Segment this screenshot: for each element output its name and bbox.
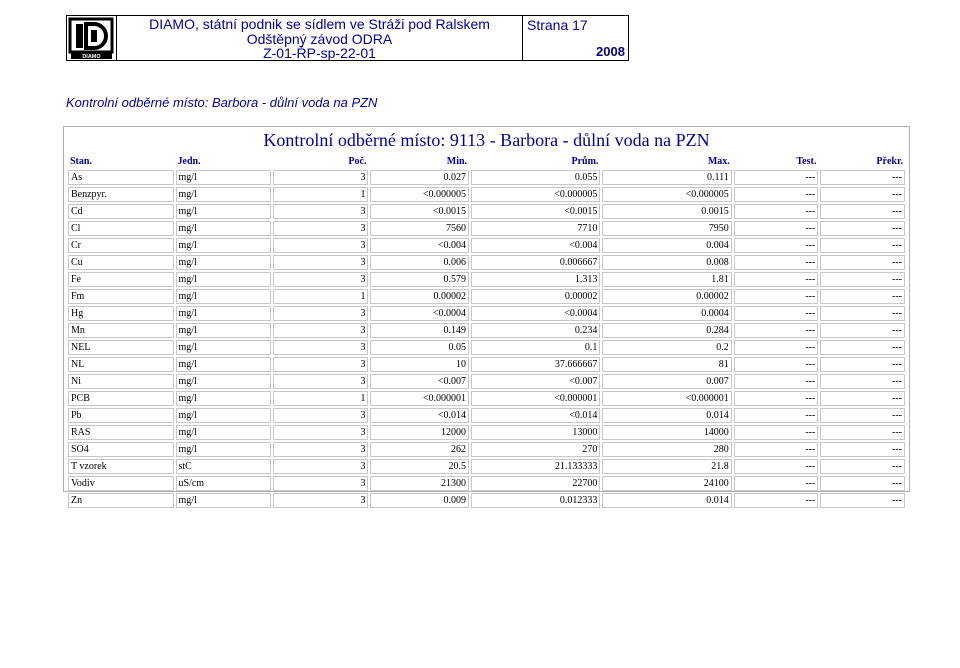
- cell-prum: 0.055: [471, 170, 600, 185]
- table-row: [68, 357, 905, 372]
- cell-test: ---: [734, 255, 819, 270]
- cell-poc: 3: [273, 170, 368, 185]
- cell-jedn: mg/l: [176, 408, 272, 423]
- cell-prekr: ---: [820, 425, 905, 440]
- cell-prum: 37.666667: [471, 357, 600, 372]
- cell-poc: 3: [273, 493, 368, 508]
- cell-test: ---: [734, 357, 819, 372]
- cell-stan: Cr: [68, 238, 174, 253]
- cell-max: 14000: [602, 425, 731, 440]
- table-row: [68, 408, 905, 423]
- cell-stan: Mn: [68, 323, 174, 338]
- cell-test: ---: [734, 221, 819, 236]
- table-row: [68, 238, 905, 253]
- cell-prum: 21.133333: [471, 459, 600, 474]
- cell-poc: 3: [273, 476, 368, 491]
- cell-test: ---: [734, 374, 819, 389]
- cell-poc: 3: [273, 408, 368, 423]
- cell-prekr: ---: [820, 204, 905, 219]
- cell-prekr: ---: [820, 255, 905, 270]
- cell-jedn: mg/l: [176, 323, 272, 338]
- cell-min: 262: [370, 442, 469, 457]
- document-header: [66, 15, 629, 61]
- table-row: [68, 459, 905, 474]
- cell-jedn: mg/l: [176, 255, 272, 270]
- page-number: Strana 17: [527, 17, 588, 33]
- cell-jedn: mg/l: [176, 204, 272, 219]
- table-row: [68, 255, 905, 270]
- cell-jedn: mg/l: [176, 357, 272, 372]
- cell-prum: 22700: [471, 476, 600, 491]
- cell-max: 0.007: [602, 374, 731, 389]
- cell-poc: 1: [273, 187, 368, 202]
- cell-prekr: ---: [820, 476, 905, 491]
- cell-poc: 3: [273, 221, 368, 236]
- cell-prum: 270: [471, 442, 600, 457]
- cell-prekr: ---: [820, 272, 905, 287]
- cell-prum: 0.234: [471, 323, 600, 338]
- cell-poc: 1: [273, 289, 368, 304]
- cell-test: ---: [734, 323, 819, 338]
- cell-max: 280: [602, 442, 731, 457]
- cell-poc: 3: [273, 238, 368, 253]
- cell-prum: 0.1: [471, 340, 600, 355]
- col-header-prum: Prům.: [571, 156, 599, 167]
- cell-test: ---: [734, 476, 819, 491]
- cell-prum: 0.006667: [471, 255, 600, 270]
- cell-stan: Cd: [68, 204, 174, 219]
- cell-stan: Benzpyr.: [68, 187, 174, 202]
- cell-max: 0.004: [602, 238, 731, 253]
- cell-prekr: ---: [820, 323, 905, 338]
- cell-max: 0.2: [602, 340, 731, 355]
- table-row: [68, 391, 905, 406]
- cell-stan: Cu: [68, 255, 174, 270]
- cell-prum: <0.0015: [471, 204, 600, 219]
- cell-poc: 3: [273, 357, 368, 372]
- cell-max: 0.111: [602, 170, 731, 185]
- diamo-logo-icon: [67, 16, 116, 60]
- cell-poc: 3: [273, 340, 368, 355]
- cell-min: 0.149: [370, 323, 469, 338]
- cell-test: ---: [734, 340, 819, 355]
- table-row: [68, 306, 905, 321]
- cell-jedn: mg/l: [176, 374, 272, 389]
- cell-prekr: ---: [820, 170, 905, 185]
- cell-max: 7950: [602, 221, 731, 236]
- cell-jedn: stC: [176, 459, 272, 474]
- cell-poc: 3: [273, 272, 368, 287]
- caption-suffix: - Barbora - důlní voda na PZN: [485, 130, 710, 150]
- cell-min: 0.579: [370, 272, 469, 287]
- cell-min: 0.05: [370, 340, 469, 355]
- cell-jedn: mg/l: [176, 187, 272, 202]
- cell-min: 21300: [370, 476, 469, 491]
- cell-stan: Ni: [68, 374, 174, 389]
- cell-test: ---: [734, 493, 819, 508]
- svg-text:DIAMO: DIAMO: [82, 54, 101, 60]
- caption-number: 9113: [449, 130, 486, 150]
- table-row: [68, 493, 905, 508]
- cell-stan: Hg: [68, 306, 174, 321]
- cell-min: <0.000005: [370, 187, 469, 202]
- cell-test: ---: [734, 187, 819, 202]
- col-header-max: Max.: [707, 156, 730, 167]
- cell-jedn: mg/l: [176, 221, 272, 236]
- cell-poc: 3: [273, 442, 368, 457]
- cell-max: 81: [602, 357, 731, 372]
- table-row: [68, 289, 905, 304]
- cell-prum: 1.313: [471, 272, 600, 287]
- cell-prum: <0.007: [471, 374, 600, 389]
- cell-min: <0.0015: [370, 204, 469, 219]
- cell-max: 0.0015: [602, 204, 731, 219]
- cell-test: ---: [734, 442, 819, 457]
- cell-jedn: mg/l: [176, 425, 272, 440]
- cell-test: ---: [734, 425, 819, 440]
- cell-jedn: mg/l: [176, 493, 272, 508]
- cell-test: ---: [734, 408, 819, 423]
- cell-min: 12000: [370, 425, 469, 440]
- cell-max: 0.284: [602, 323, 731, 338]
- cell-stan: NEL: [68, 340, 174, 355]
- cell-min: 10: [370, 357, 469, 372]
- cell-min: 0.009: [370, 493, 469, 508]
- cell-prekr: ---: [820, 306, 905, 321]
- cell-max: 0.008: [602, 255, 731, 270]
- table-row: [68, 272, 905, 287]
- cell-min: 0.00002: [370, 289, 469, 304]
- table-row: [68, 374, 905, 389]
- cell-stan: As: [68, 170, 174, 185]
- cell-stan: NL: [68, 357, 174, 372]
- col-header-test: Test.: [796, 156, 817, 167]
- cell-prum: 7710: [471, 221, 600, 236]
- cell-poc: 3: [273, 204, 368, 219]
- cell-prekr: ---: [820, 289, 905, 304]
- cell-test: ---: [734, 391, 819, 406]
- page-subtitle: Kontrolní odběrné místo: Barbora - důlní voda na PZN: [66, 95, 378, 110]
- cell-stan: SO4: [68, 442, 174, 457]
- cell-jedn: mg/l: [176, 170, 272, 185]
- cell-min: <0.0004: [370, 306, 469, 321]
- cell-max: 1.81: [602, 272, 731, 287]
- table-row: [68, 170, 905, 185]
- cell-test: ---: [734, 170, 819, 185]
- cell-min: <0.007: [370, 374, 469, 389]
- cell-min: <0.004: [370, 238, 469, 253]
- company-name: DIAMO, státní podnik se sídlem ve Stráži pod Ralskem: [149, 16, 490, 32]
- cell-stan: Cl: [68, 221, 174, 236]
- cell-stan: PCB: [68, 391, 174, 406]
- branch-name: Odštěpný závod ODRA: [246, 30, 393, 47]
- cell-poc: 3: [273, 374, 368, 389]
- cell-jedn: mg/l: [176, 391, 272, 406]
- cell-stan: T vzorek: [68, 459, 174, 474]
- cell-stan: Pb: [68, 408, 174, 423]
- measurement-table: [66, 153, 907, 510]
- cell-stan: Vodiv: [68, 476, 174, 491]
- cell-poc: 3: [273, 459, 368, 474]
- cell-prum: 13000: [471, 425, 600, 440]
- cell-test: ---: [734, 306, 819, 321]
- cell-prum: <0.014: [471, 408, 600, 423]
- cell-min: <0.000001: [370, 391, 469, 406]
- report-year: 2008: [596, 44, 625, 59]
- cell-poc: 3: [273, 323, 368, 338]
- cell-stan: Fe: [68, 272, 174, 287]
- cell-min: <0.014: [370, 408, 469, 423]
- cell-poc: 3: [273, 306, 368, 321]
- table-row: [68, 476, 905, 491]
- cell-test: ---: [734, 238, 819, 253]
- cell-max: 21.8: [602, 459, 731, 474]
- cell-prekr: ---: [820, 357, 905, 372]
- cell-jedn: mg/l: [176, 238, 272, 253]
- header-right: [523, 16, 628, 60]
- cell-test: ---: [734, 459, 819, 474]
- cell-max: 0.014: [602, 408, 731, 423]
- col-header-prekr: Překr.: [876, 156, 903, 167]
- cell-test: ---: [734, 289, 819, 304]
- table-row: [68, 425, 905, 440]
- cell-max: <0.000005: [602, 187, 731, 202]
- cell-stan: Fm: [68, 289, 174, 304]
- cell-prum: <0.000001: [471, 391, 600, 406]
- cell-prum: <0.0004: [471, 306, 600, 321]
- cell-prekr: ---: [820, 408, 905, 423]
- table-header-row: [68, 155, 905, 168]
- cell-jedn: mg/l: [176, 306, 272, 321]
- table-body: [68, 170, 905, 508]
- cell-prum: 0.012333: [471, 493, 600, 508]
- cell-max: 0.00002: [602, 289, 731, 304]
- cell-prekr: ---: [820, 374, 905, 389]
- document-code: Z-01-ŘP-sp-22-01: [263, 45, 376, 62]
- cell-prekr: ---: [820, 493, 905, 508]
- col-header-jedn: Jedn.: [177, 156, 201, 167]
- cell-poc: 3: [273, 425, 368, 440]
- cell-prekr: ---: [820, 187, 905, 202]
- cell-prekr: ---: [820, 221, 905, 236]
- col-header-stan: Stan.: [70, 156, 92, 167]
- cell-test: ---: [734, 272, 819, 287]
- cell-min: 7560: [370, 221, 469, 236]
- header-center: [117, 16, 523, 60]
- table-row: [68, 204, 905, 219]
- cell-prekr: ---: [820, 442, 905, 457]
- table-row: [68, 221, 905, 236]
- caption-prefix: Kontrolní odběrné místo:: [263, 130, 450, 150]
- cell-jedn: mg/l: [176, 442, 272, 457]
- cell-prekr: ---: [820, 459, 905, 474]
- cell-jedn: mg/l: [176, 289, 272, 304]
- cell-prekr: ---: [820, 238, 905, 253]
- cell-test: ---: [734, 204, 819, 219]
- diamo-logo: [67, 16, 117, 60]
- cell-poc: 3: [273, 255, 368, 270]
- cell-jedn: uS/cm: [176, 476, 272, 491]
- cell-min: 0.027: [370, 170, 469, 185]
- cell-jedn: mg/l: [176, 272, 272, 287]
- cell-prekr: ---: [820, 391, 905, 406]
- table-row: [68, 187, 905, 202]
- cell-max: <0.000001: [602, 391, 731, 406]
- cell-max: 24100: [602, 476, 731, 491]
- cell-prum: <0.004: [471, 238, 600, 253]
- cell-prum: 0.00002: [471, 289, 600, 304]
- cell-stan: Zn: [68, 493, 174, 508]
- cell-max: 0.014: [602, 493, 731, 508]
- cell-poc: 1: [273, 391, 368, 406]
- table-caption: [64, 130, 909, 151]
- table-row: [68, 340, 905, 355]
- measurement-table-frame: [63, 126, 910, 506]
- col-header-min: Min.: [446, 156, 468, 167]
- cell-stan: RAS: [68, 425, 174, 440]
- cell-max: 0.0004: [602, 306, 731, 321]
- table-row: [68, 323, 905, 338]
- table-row: [68, 442, 905, 457]
- cell-min: 0.006: [370, 255, 469, 270]
- cell-jedn: mg/l: [176, 340, 272, 355]
- cell-prum: <0.000005: [471, 187, 600, 202]
- cell-min: 20.5: [370, 459, 469, 474]
- col-header-poc: Poč.: [348, 156, 367, 167]
- cell-prekr: ---: [820, 340, 905, 355]
